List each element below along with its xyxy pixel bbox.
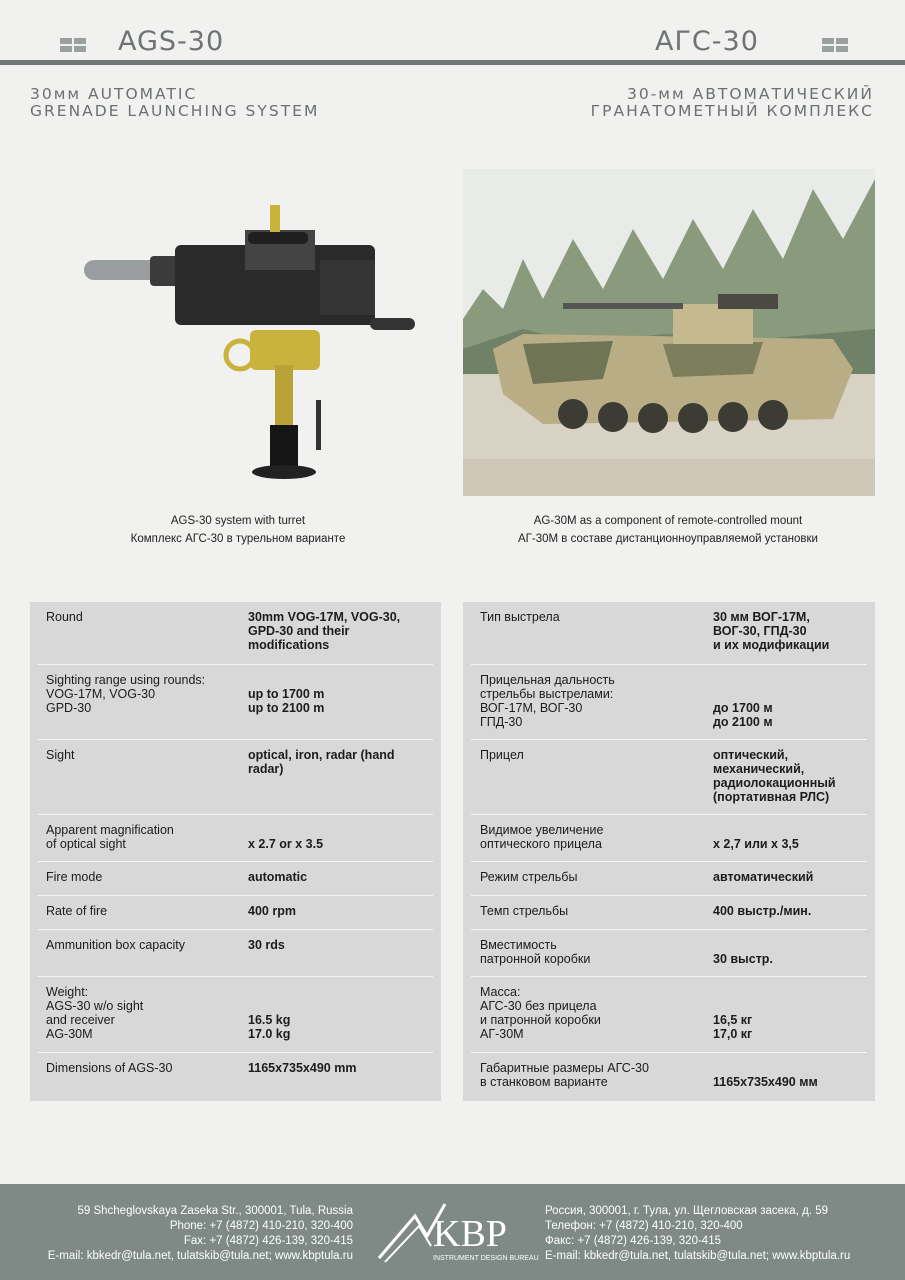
table-row [463,602,875,664]
table-row [30,602,441,664]
spec-label: Прицельная дальность стрельбы выстрелами: ВОГ-17М, ВОГ-30 ГПД-30 [480,673,615,729]
table-row [463,1053,875,1101]
table-row [30,665,441,739]
table-row [463,665,875,739]
spec-label: Sight [46,748,75,762]
table-row [30,977,441,1052]
table-row [463,815,875,861]
spec-value: х 2,7 или х 3,5 [713,837,799,851]
kbp-logo [375,1196,539,1268]
spec-value: optical, iron, radar (hand radar) [248,748,395,776]
spec-value: automatic [248,870,308,884]
caption-left [28,512,448,548]
spec-label: Apparent magnification of optical sight [46,823,174,851]
spec-value: оптический, механический, радиолокационный (портативная РЛС) [713,748,836,804]
spec-label: Rate of fire [46,904,108,918]
spec-label: Sighting range using rounds: VOG-17M, VOG-30 GPD-30 [46,673,206,715]
spec-label: Ammunition box capacity [46,938,185,952]
spec-label: Fire mode [46,870,103,884]
grid-icon [822,38,848,53]
specs-table-ru [463,602,875,1101]
spec-value: до 1700 м до 2100 м [713,701,773,729]
subtitle-ru: 30-мм АВТОМАТИЧЕСКИЙ ГРАНАТОМЕТНЫЙ КОМПЛЕКС [590,85,874,120]
caption-right [458,512,878,548]
caption-left-ru: Комплекс АГС-30 в турельном варианте [130,533,346,545]
spec-value: up to 1700 m up to 2100 m [248,687,325,715]
turret-image [80,200,420,490]
svg-text:INSTRUMENT DESIGN BUREAU: INSTRUMENT DESIGN BUREAU [433,1255,539,1262]
spec-value: 16.5 kg 17.0 kg [248,1013,291,1041]
spec-label: Прицел [480,748,524,762]
spec-label: Тип выстрела [480,610,560,624]
table-row [30,1053,441,1101]
spec-value: 30 rds [248,938,285,952]
spec-value: x 2.7 or x 3.5 [248,837,324,851]
caption-right-ru: АГ-30М в составе дистанционноуправляемой установки [518,533,818,545]
spec-label: Вместимость патронной коробки [480,938,591,966]
title-ru: АГС-30 [655,26,759,57]
spec-value: 30mm VOG-17M, VOG-30, GPD-30 and their modifications [248,610,401,652]
vehicle-photo [463,169,875,496]
footer-address-ru: Россия, 300001, г. Тула, ул. Щегловская засека, д. 59 Телефон: +7 (4872) 410-210, 320-400 Факс: +7 (4872) 426-139, 320-415 E-mail: kbkedr@tula.net, tulatskib@tula.net; www.kbptula.ru [545,1205,851,1262]
subtitle-en: 30мм AUTOMATIC GRENADE LAUNCHING SYSTEM [30,85,320,120]
spec-label: Видимое увеличение оптического прицела [480,823,604,851]
spec-value: 16,5 кг 17,0 кг [713,1013,753,1041]
table-row [30,862,441,895]
header-rule [0,60,905,65]
grid-icon [60,38,86,53]
spec-value: 1165x735x490 mm [248,1061,357,1075]
spec-value: автоматический [713,870,814,884]
spec-label: Round [46,610,83,624]
table-row [30,740,441,814]
spec-label: Темп стрельбы [480,904,569,918]
table-row [30,815,441,861]
spec-value: 30 выстр. [713,952,773,966]
spec-value: 1165x735x490 мм [713,1075,818,1089]
spec-label: Dimensions of AGS-30 [46,1061,173,1075]
spec-label: Габаритные размеры АГС-30 в станковом варианте [480,1061,649,1089]
table-row [463,930,875,976]
spec-label: Режим стрельбы [480,870,578,884]
spec-value: 400 rpm [248,904,296,918]
footer-address-en: 59 Shcheglovskaya Zaseka Str., 300001, Tula, Russia Phone: +7 (4872) 410-210, 320-400 Fax: +7 (4872) 426-139, 320-415 E-mail: kbkedr@tula.net, tulatskib@tula.net; www.kbptula.ru [47,1205,353,1262]
footer [0,1184,905,1280]
spec-label: Масса: АГС-30 без прицела и патронной коробки АГ-30М [480,985,601,1041]
caption-left-en: AGS-30 system with turret [170,515,306,527]
title-en: AGS-30 [118,26,225,57]
caption-right-en: AG-30M as a component of remote-controlled mount [533,515,803,527]
table-row [463,896,875,929]
spec-label: Weight: AGS-30 w/o sight and receiver AG-30M [46,985,144,1041]
spec-value: 30 мм ВОГ-17М, ВОГ-30, ГПД-30 и их модификации [713,610,830,652]
specs-table-en [30,602,441,1101]
table-row [463,740,875,814]
table-row [463,862,875,895]
table-row [30,930,441,976]
table-row [30,896,441,929]
svg-text:KBP: KBP [433,1213,507,1255]
table-row [463,977,875,1052]
spec-value: 400 выстр./мин. [713,904,812,918]
